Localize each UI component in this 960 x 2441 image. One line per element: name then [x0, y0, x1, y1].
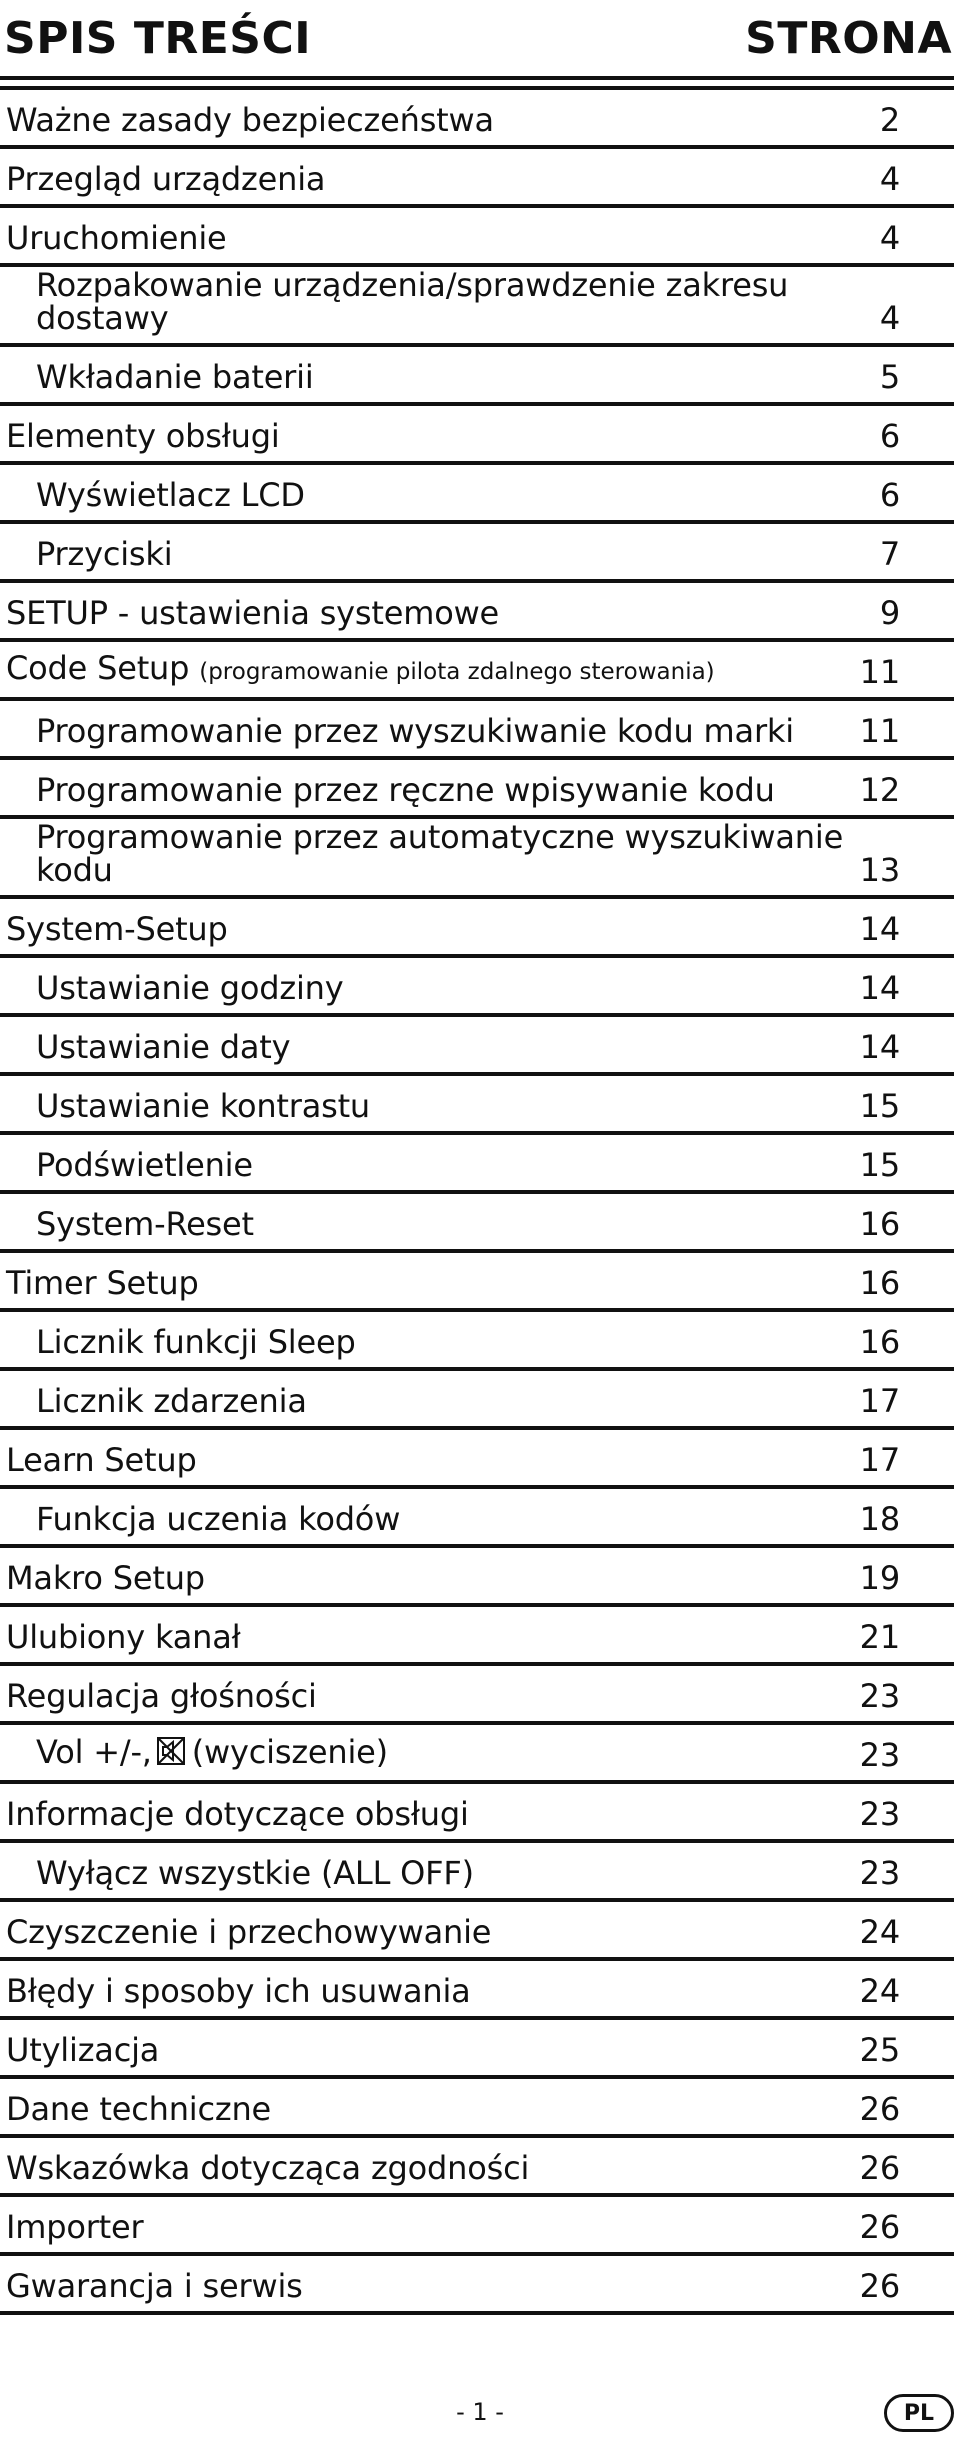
toc-entry-page: 26 — [859, 2149, 900, 2187]
toc-entry-label — [6, 2269, 864, 2303]
toc-entry-label — [36, 773, 864, 807]
toc-entry — [0, 1253, 954, 1312]
toc-entry-page: 23 — [859, 1677, 900, 1715]
toc-entry-label — [6, 221, 864, 255]
toc-entry-label — [36, 818, 864, 889]
toc-entry — [0, 465, 954, 524]
toc-entry-label — [6, 162, 864, 196]
toc-entry-text: Timer Setup — [6, 1264, 199, 1302]
toc-entry-page: 26 — [859, 2090, 900, 2128]
toc-entry — [0, 701, 954, 760]
header-divider — [0, 76, 954, 80]
toc-entry — [0, 1194, 954, 1253]
toc-entry-label — [6, 1561, 864, 1595]
toc-entry-text: Podświetlenie — [36, 1146, 253, 1184]
page-column-label: STRONA — [745, 12, 952, 64]
toc-entry-text: Licznik funkcji Sleep — [36, 1323, 356, 1361]
toc-entry — [0, 1548, 954, 1607]
toc-entry — [0, 1017, 954, 1076]
toc-entry-text: Learn Setup — [6, 1441, 197, 1479]
toc-entry-text: Importer — [6, 2208, 144, 2246]
toc-entry-page: 15 — [859, 1087, 900, 1125]
toc-entry-page: 16 — [859, 1323, 900, 1361]
toc-entry-text: Ustawianie daty — [36, 1028, 291, 1066]
toc-entry — [0, 1902, 954, 1961]
toc-entry — [0, 1371, 954, 1430]
toc-entry-text: Elementy obsługi — [6, 417, 280, 455]
toc-entry-label — [36, 1325, 864, 1359]
toc-entry — [0, 2256, 954, 2315]
toc-entry — [0, 2197, 954, 2256]
toc-entry-text: Przegląd urządzenia — [6, 160, 326, 198]
toc-entry-page: 12 — [859, 771, 900, 809]
toc-entry — [0, 899, 954, 958]
toc-entry-page: 16 — [859, 1264, 900, 1302]
toc-entry-text: Regulacja głośności — [6, 1677, 317, 1715]
toc-entry — [0, 1725, 954, 1784]
toc-entry — [0, 1607, 954, 1666]
toc-entry-page: 21 — [859, 1618, 900, 1656]
toc-entry — [0, 347, 954, 406]
toc-entry — [0, 1784, 954, 1843]
toc-entry — [0, 2138, 954, 2197]
toc-entry-label — [36, 360, 864, 394]
toc-entry-text: Czyszczenie i przechowywanie — [6, 1913, 492, 1951]
toc-entry — [0, 1961, 954, 2020]
toc-entry-label — [6, 1915, 864, 1949]
toc-entry-label — [36, 1502, 864, 1536]
toc-entry-page: 5 — [879, 358, 900, 396]
toc-entry-label — [6, 1797, 864, 1831]
toc-entry-text: Gwarancja i serwis — [6, 2267, 303, 2305]
toc-entry-page: 6 — [879, 417, 900, 455]
toc-entry-page: 25 — [859, 2031, 900, 2069]
toc-entry-label — [36, 266, 864, 337]
toc-entry-text: Licznik zdarzenia — [36, 1382, 307, 1420]
toc-entry — [0, 819, 954, 899]
toc-entry-text: Uruchomienie — [6, 219, 227, 257]
toc-entry-label — [36, 537, 864, 571]
toc-entry — [0, 1430, 954, 1489]
toc-entry-text: Ustawianie godziny — [36, 969, 344, 1007]
toc-entry — [0, 583, 954, 642]
toc-entry-label — [36, 1148, 864, 1182]
toc-entry-page: 14 — [859, 910, 900, 948]
toc-entry — [0, 1312, 954, 1371]
toc-entry-text: Code Setup — [6, 649, 190, 687]
toc-entry-text: Informacje dotyczące obsługi — [6, 1795, 469, 1833]
toc-entry — [0, 1666, 954, 1725]
toc-entry-text: Wyłącz wszystkie (ALL OFF) — [36, 1854, 474, 1892]
toc-entry-page: 24 — [859, 1913, 900, 1951]
toc-entry-page: 26 — [859, 2208, 900, 2246]
toc-entry-label — [6, 2033, 864, 2067]
toc-header — [4, 0, 952, 76]
toc-entry-label — [6, 2092, 864, 2126]
toc-entry — [0, 2079, 954, 2138]
toc-entry-text: Dane techniczne — [6, 2090, 272, 2128]
toc-entry-page: 14 — [859, 1028, 900, 1066]
toc-entry — [0, 958, 954, 1017]
toc-entry — [0, 642, 954, 701]
toc-entry-page: 2 — [879, 101, 900, 139]
toc-entry-page: 17 — [859, 1382, 900, 1420]
toc-title: SPIS TREŚCI — [4, 12, 312, 64]
toc-entry-text: Programowanie przez wyszukiwanie kodu marki — [36, 712, 794, 750]
toc-entry-label — [36, 971, 864, 1005]
toc-entry-text: System-Reset — [36, 1205, 254, 1243]
toc-entry — [0, 524, 954, 583]
toc-entry-label — [6, 596, 864, 630]
toc-entry-label — [6, 103, 864, 137]
toc-entry — [0, 2020, 954, 2079]
toc-entry — [0, 90, 954, 149]
toc-entry-page: 7 — [879, 535, 900, 573]
toc-entry-page: 4 — [879, 160, 900, 198]
toc-entry-text: Vol +/-, — [36, 1733, 152, 1771]
toc-entry-label — [36, 1207, 864, 1241]
toc-entry-label — [36, 1856, 864, 1890]
language-badge: PL — [884, 2394, 954, 2432]
toc-entry-label — [6, 1266, 864, 1300]
toc-entry-page: 9 — [879, 594, 900, 632]
toc-entry-label — [6, 1443, 864, 1477]
toc-entry-page: 4 — [879, 219, 900, 257]
toc-entry-text: Programowanie przez automatyczne wyszukiwanie kodu — [36, 818, 844, 889]
toc-entry-label — [6, 419, 864, 453]
toc-entry-text: Utylizacja — [6, 2031, 160, 2069]
toc-entry-page: 19 — [859, 1559, 900, 1597]
toc-entry-label — [6, 1620, 864, 1654]
toc-entry-text: Wskazówka dotycząca zgodności — [6, 2149, 530, 2187]
toc-entry-label — [36, 1735, 864, 1772]
toc-entry — [0, 267, 954, 347]
toc-entry-label — [36, 1089, 864, 1123]
toc-entry-label — [36, 1030, 864, 1064]
toc-entry-label — [36, 1384, 864, 1418]
toc-entry-page: 4 — [879, 299, 900, 337]
toc-entry — [0, 1843, 954, 1902]
toc-entry-text: Wkładanie baterii — [36, 358, 314, 396]
toc-list — [0, 90, 954, 2315]
toc-entry-text: Funkcja uczenia kodów — [36, 1500, 401, 1538]
toc-entry-page: 18 — [859, 1500, 900, 1538]
toc-entry-page: 15 — [859, 1146, 900, 1184]
toc-entry-page: 16 — [859, 1205, 900, 1243]
toc-entry-text: Makro Setup — [6, 1559, 205, 1597]
toc-entry-text: Ulubiony kanał — [6, 1618, 241, 1656]
toc-entry-text: Rozpakowanie urządzenia/sprawdzenie zakresu dostawy — [36, 266, 789, 337]
toc-entry-label — [6, 1679, 864, 1713]
toc-entry — [0, 1076, 954, 1135]
toc-entry-text: Ważne zasady bezpieczeństwa — [6, 101, 494, 139]
toc-entry — [0, 760, 954, 819]
toc-entry-label — [6, 651, 864, 689]
toc-entry — [0, 208, 954, 267]
toc-entry-label — [6, 1974, 864, 2008]
toc-entry-page: 23 — [859, 1795, 900, 1833]
toc-entry-label — [36, 478, 864, 512]
toc-entry-label — [6, 2210, 864, 2244]
toc-entry-page: 11 — [859, 712, 900, 750]
toc-entry — [0, 1135, 954, 1194]
toc-entry-page: 6 — [879, 476, 900, 514]
toc-entry-text: Ustawianie kontrastu — [36, 1087, 371, 1125]
toc-entry — [0, 1489, 954, 1548]
toc-entry — [0, 149, 954, 208]
footer-page-number: - 1 - — [456, 2398, 504, 2426]
toc-entry-text: System-Setup — [6, 910, 228, 948]
mute-icon — [156, 1736, 186, 1772]
toc-entry — [0, 406, 954, 465]
toc-entry-text: Wyświetlacz LCD — [36, 476, 305, 514]
toc-entry-page: 24 — [859, 1972, 900, 2010]
toc-entry-page: 23 — [859, 1736, 900, 1774]
toc-entry-label — [6, 2151, 864, 2185]
toc-entry-page: 23 — [859, 1854, 900, 1892]
toc-entry-text-after-icon: (wyciszenie) — [191, 1733, 388, 1771]
toc-entry-text: Programowanie przez ręczne wpisywanie kodu — [36, 771, 775, 809]
toc-entry-page: 26 — [859, 2267, 900, 2305]
toc-entry-text: SETUP - ustawienia systemowe — [6, 594, 500, 632]
toc-entry-page: 11 — [859, 653, 900, 691]
toc-entry-page: 14 — [859, 969, 900, 1007]
toc-entry-text: Przyciski — [36, 535, 173, 573]
toc-entry-label — [36, 714, 864, 748]
toc-entry-page: 13 — [859, 851, 900, 889]
toc-entry-note: (programowanie pilota zdalnego sterowania) — [199, 659, 715, 685]
toc-entry-page: 17 — [859, 1441, 900, 1479]
toc-entry-label — [6, 912, 864, 946]
toc-entry-text: Błędy i sposoby ich usuwania — [6, 1972, 471, 2010]
